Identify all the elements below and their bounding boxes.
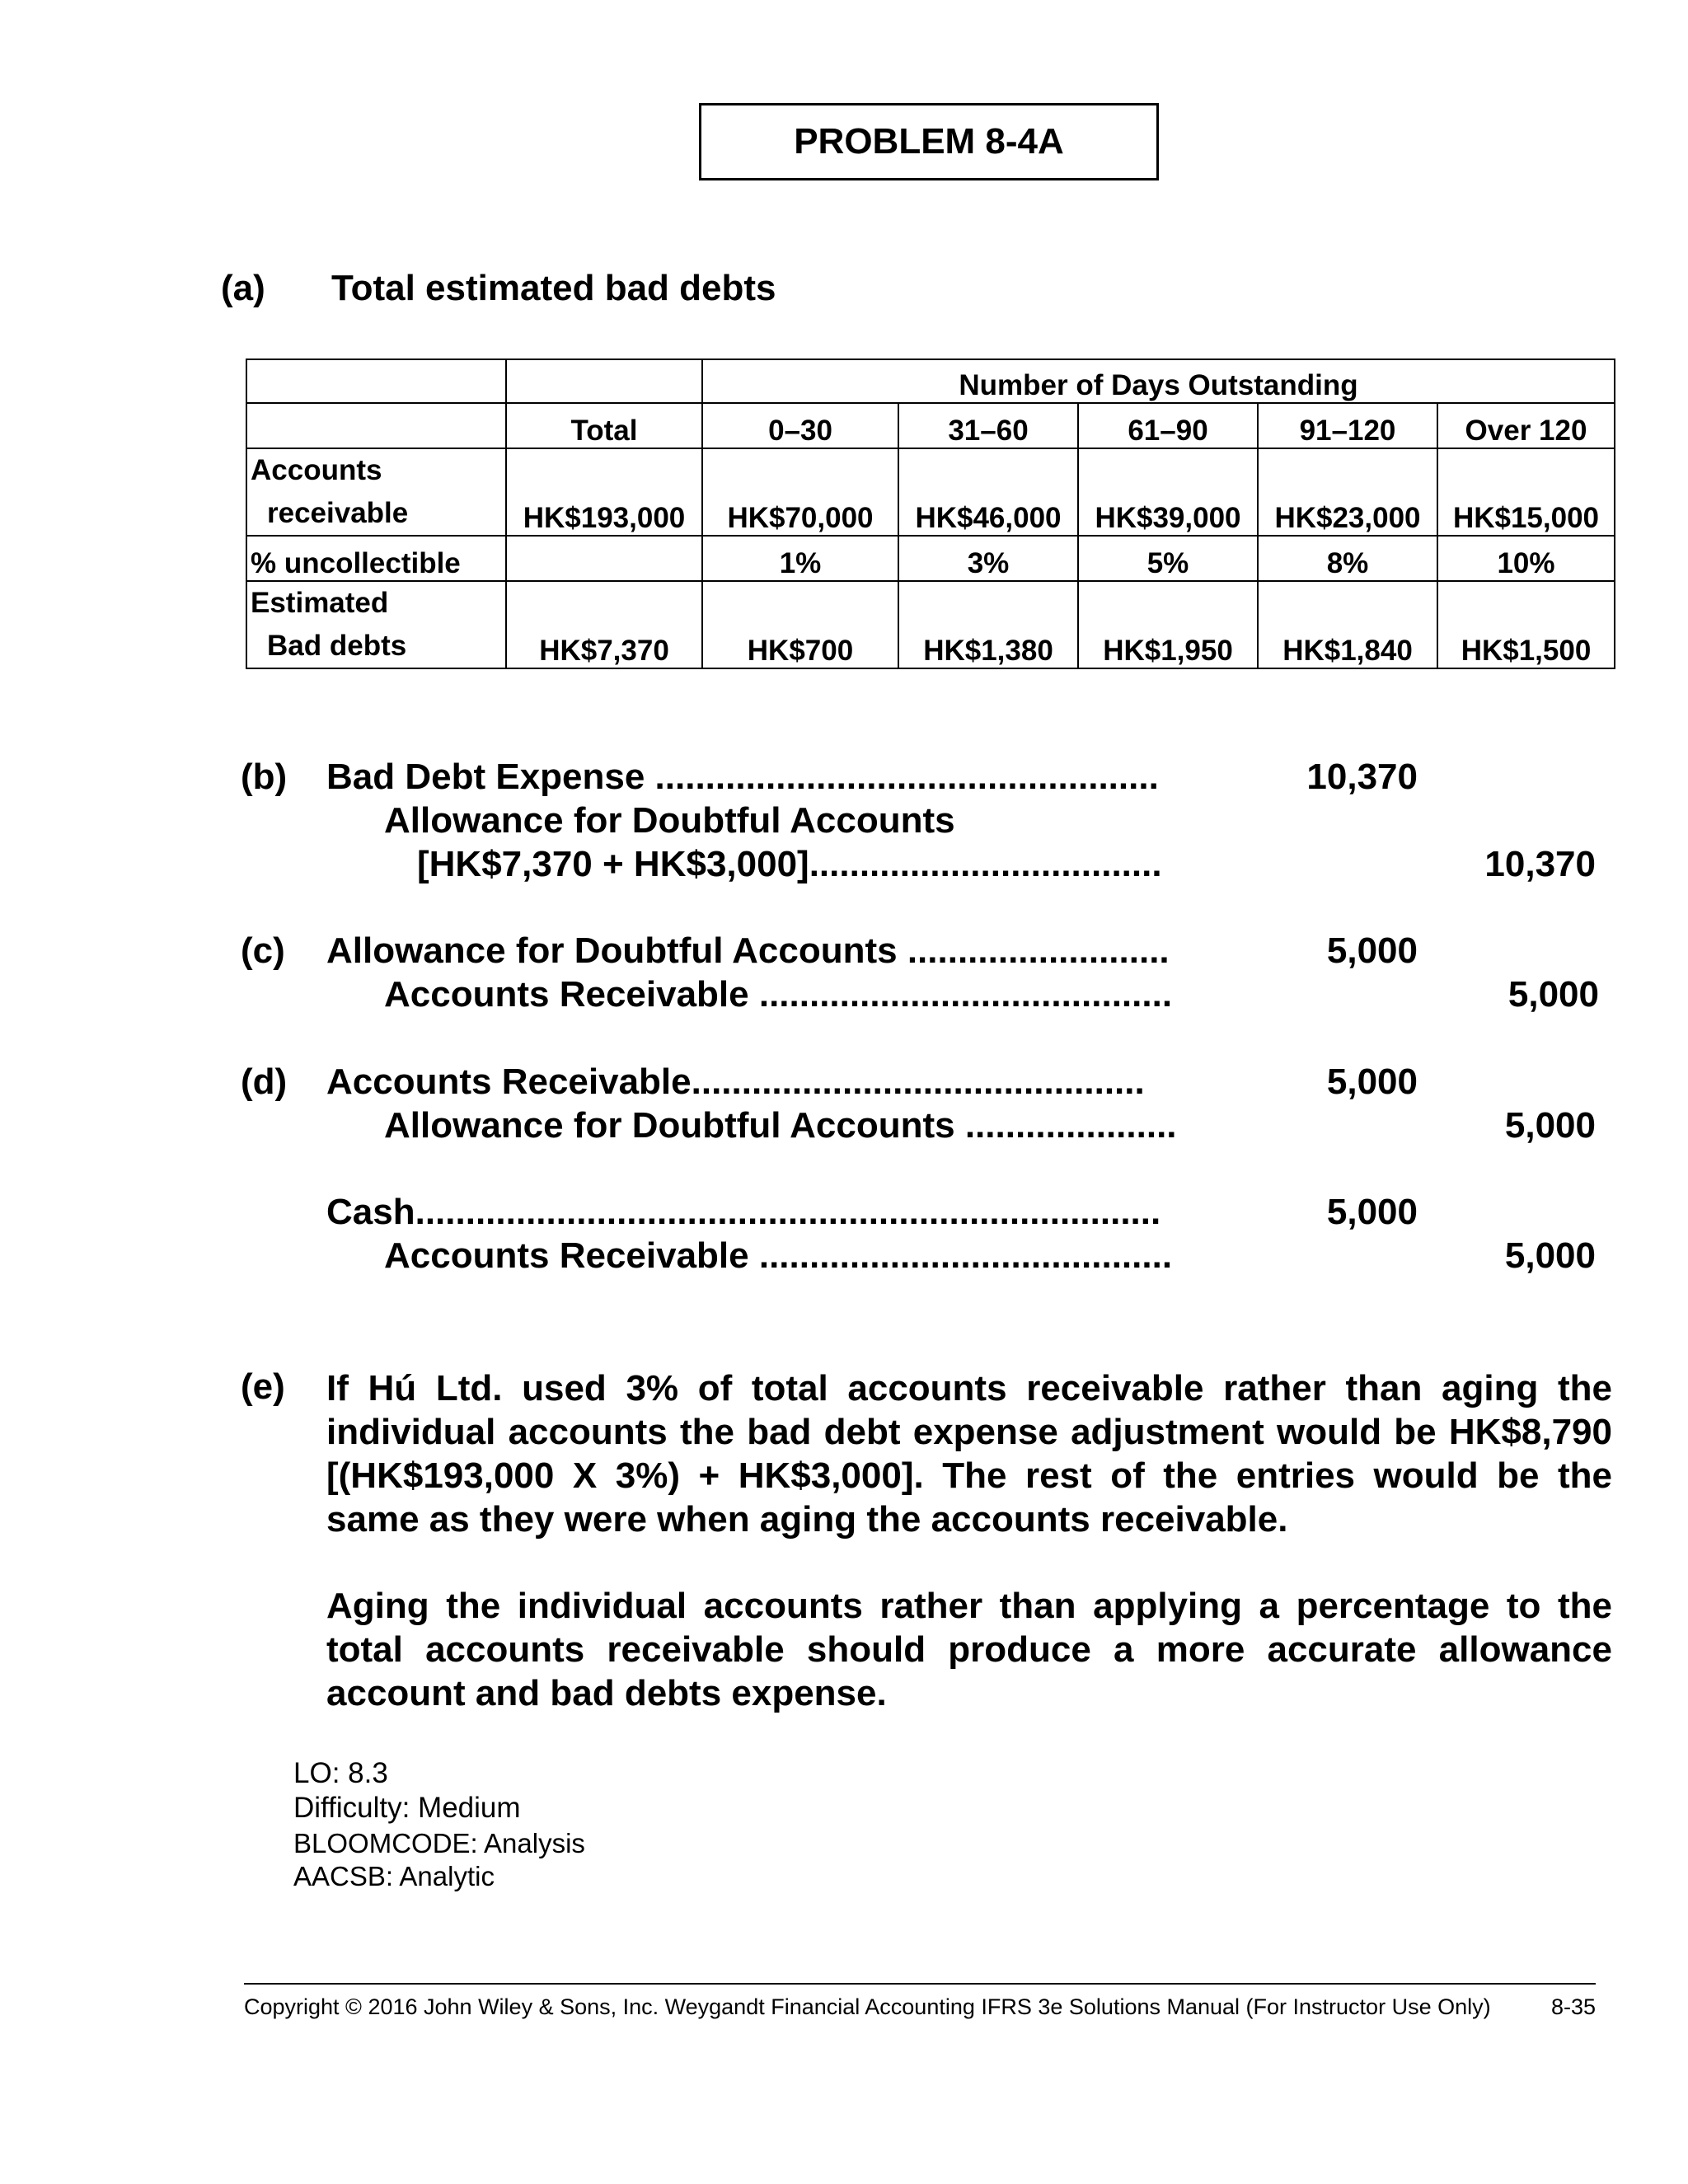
- col-0-30: 0–30: [702, 403, 898, 448]
- part-c-credit: 5,000: [1507, 974, 1599, 1015]
- cell: HK$23,000: [1258, 448, 1437, 536]
- section-a-title: Total estimated bad debts: [331, 268, 776, 308]
- part-e-label: (e): [241, 1366, 285, 1407]
- cell: HK$7,370: [506, 581, 702, 668]
- part-e-paragraph-1: If Hú Ltd. used 3% of total accounts receivable rather than aging the individual accounts the bad debt expense adjustment would be HK$8,790 [(HK$193,000 X 3%) + HK$3,000]. The rest of the entries would be the same as they were when aging the accounts receivable.: [326, 1368, 1612, 1540]
- page-number: 8-35: [1550, 1994, 1596, 2019]
- col-61-90: 61–90: [1078, 403, 1258, 448]
- part-d-credit2: 5,000: [1504, 1235, 1596, 1276]
- aging-schedule-table: [246, 359, 1615, 669]
- table-column-row: [246, 403, 1615, 448]
- problem-title: PROBLEM 8-4A: [699, 103, 1159, 180]
- part-c-label: (c): [241, 930, 285, 971]
- group-header: Number of Days Outstanding: [702, 359, 1615, 403]
- part-c-line2: Accounts Receivable .........................................: [384, 974, 1173, 1015]
- footer: [244, 1994, 1596, 2020]
- cell: HK$1,500: [1437, 581, 1615, 668]
- part-b-debit: 10,370: [1306, 757, 1418, 797]
- cell: 3%: [898, 536, 1078, 581]
- col-over-120: Over 120: [1437, 403, 1615, 448]
- part-d-debit2: 5,000: [1326, 1192, 1418, 1232]
- footer-divider: [244, 1983, 1596, 1985]
- part-b-credit: 10,370: [1484, 844, 1596, 884]
- table-row: [246, 581, 1615, 668]
- part-d-line1: Accounts Receivable.............................................: [326, 1062, 1145, 1102]
- part-b-line1: Bad Debt Expense ..................................................: [326, 757, 1159, 797]
- col-31-60: 31–60: [898, 403, 1078, 448]
- meta-aacsb: AACSB: Analytic: [293, 1861, 495, 1891]
- section-a-heading: [221, 268, 776, 309]
- meta-difficulty: Difficulty: Medium: [293, 1792, 521, 1824]
- table-row: [246, 448, 1615, 536]
- cell: HK$1,950: [1078, 581, 1258, 668]
- part-d-label: (d): [241, 1062, 288, 1102]
- row-label-uncollectible: % uncollectible: [246, 536, 506, 581]
- part-d-line4: Accounts Receivable .........................................: [384, 1235, 1173, 1276]
- part-b-line2: Allowance for Doubtful Accounts: [384, 800, 955, 841]
- row-label-bad-debts: Estimated Bad debts: [246, 581, 506, 668]
- meta-lo: LO: 8.3: [293, 1757, 388, 1789]
- part-d-line2: Allowance for Doubtful Accounts .....................: [384, 1105, 1177, 1146]
- col-total: Total: [506, 403, 702, 448]
- footer-copyright: Copyright © 2016 John Wiley & Sons, Inc. Weygandt Financial Accounting IFRS 3e Solutions Manual (For Instructor Use Only): [244, 1994, 1491, 2019]
- cell: 5%: [1078, 536, 1258, 581]
- part-d-credit: 5,000: [1504, 1105, 1596, 1146]
- cell: [506, 536, 702, 581]
- section-a-label: (a): [221, 268, 265, 308]
- part-c-debit: 5,000: [1326, 930, 1418, 971]
- cell: 1%: [702, 536, 898, 581]
- part-b-label: (b): [241, 757, 288, 797]
- row-label-ar: Accounts receivable: [246, 448, 506, 536]
- cell: HK$1,840: [1258, 581, 1437, 668]
- cell: 8%: [1258, 536, 1437, 581]
- part-c-line1: Allowance for Doubtful Accounts ..........................: [326, 930, 1170, 971]
- part-b-line3: [HK$7,370 + HK$3,000]...................................: [417, 844, 1162, 884]
- table-row: [246, 536, 1615, 581]
- cell: HK$39,000: [1078, 448, 1258, 536]
- part-d-debit: 5,000: [1326, 1062, 1418, 1102]
- cell: HK$700: [702, 581, 898, 668]
- cell: HK$70,000: [702, 448, 898, 536]
- cell: 10%: [1437, 536, 1615, 581]
- meta-bloomcode: BLOOMCODE: Analysis: [293, 1828, 585, 1858]
- cell: HK$46,000: [898, 448, 1078, 536]
- cell: HK$193,000: [506, 448, 702, 536]
- part-e-paragraph-2: Aging the individual accounts rather than applying a percentage to the total accounts receivable should produce a more accurate allowance account and bad debts expense.: [326, 1586, 1612, 1713]
- col-91-120: 91–120: [1258, 403, 1437, 448]
- cell: HK$1,380: [898, 581, 1078, 668]
- part-d-line3: Cash..........................................................................: [326, 1192, 1161, 1232]
- cell: HK$15,000: [1437, 448, 1615, 536]
- table-header-row: [246, 359, 1615, 403]
